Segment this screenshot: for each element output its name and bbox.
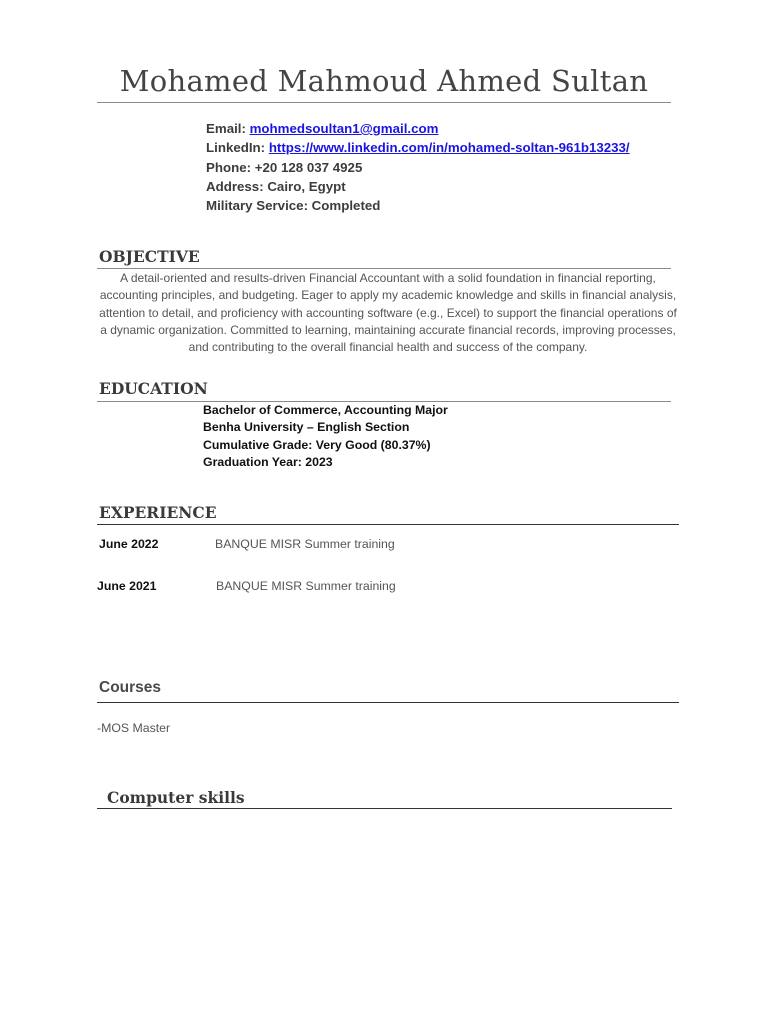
resume-name: Mohamed Mahmoud Ahmed Sultan bbox=[119, 64, 649, 98]
education-degree: Bachelor of Commerce, Accounting Major bbox=[203, 403, 448, 417]
experience-description: BANQUE MISR Summer training bbox=[216, 579, 396, 593]
experience-heading: EXPERIENCE bbox=[99, 503, 217, 522]
experience-date: June 2022 bbox=[99, 537, 159, 551]
address-line: Address: Cairo, Egypt bbox=[206, 178, 346, 194]
linkedin-link[interactable]: https://www.linkedin.com/in/mohamed-soltan-961b13233/ bbox=[268, 140, 630, 156]
phone-line: Phone: +20 128 037 4925 bbox=[206, 159, 363, 175]
email-line bbox=[206, 119, 630, 138]
objective-divider bbox=[97, 268, 671, 269]
computer-skills-heading: Computer skills bbox=[107, 788, 245, 807]
experience-divider bbox=[97, 524, 679, 525]
education-grade: Cumulative Grade: Very Good (80.37%) bbox=[203, 437, 431, 452]
education-heading: EDUCATION bbox=[99, 379, 208, 398]
education-graduation-year: Graduation Year: 2023 bbox=[203, 455, 333, 470]
military-line: Military Service: Completed bbox=[206, 198, 381, 214]
objective-text: A detail-oriented and results-driven Financial Accountant with a solid foundation in financial reporting, accounting principles, and budgeting. Eager to apply my academic knowledge and skills in financial analysis, attention to detail, and proficiency with accounting software (e.g., Excel) to support the financial operations of a dynamic organization. Committed to learning, maintaining accurate financial records, improving processes, and contributing to the overall financial health and success of the company. bbox=[99, 271, 677, 355]
experience-date: June 2021 bbox=[97, 579, 157, 593]
courses-divider bbox=[97, 702, 679, 703]
name-divider bbox=[97, 102, 671, 103]
linkedin-label: LinkedIn: bbox=[206, 140, 266, 156]
courses-heading: Courses bbox=[99, 679, 162, 696]
course-item: -MOS Master bbox=[97, 721, 171, 735]
contact-block bbox=[206, 119, 630, 215]
email-label: Email: bbox=[206, 121, 246, 136]
objective-heading: OBJECTIVE bbox=[99, 247, 200, 266]
education-university: Benha University – English Section bbox=[203, 420, 410, 435]
linkedin-line bbox=[206, 138, 630, 157]
education-details bbox=[203, 402, 448, 472]
experience-description: BANQUE MISR Summer training bbox=[215, 537, 395, 551]
computer-skills-divider bbox=[97, 808, 672, 809]
email-link[interactable]: mohmedsoultan1@gmail.com bbox=[249, 121, 439, 136]
